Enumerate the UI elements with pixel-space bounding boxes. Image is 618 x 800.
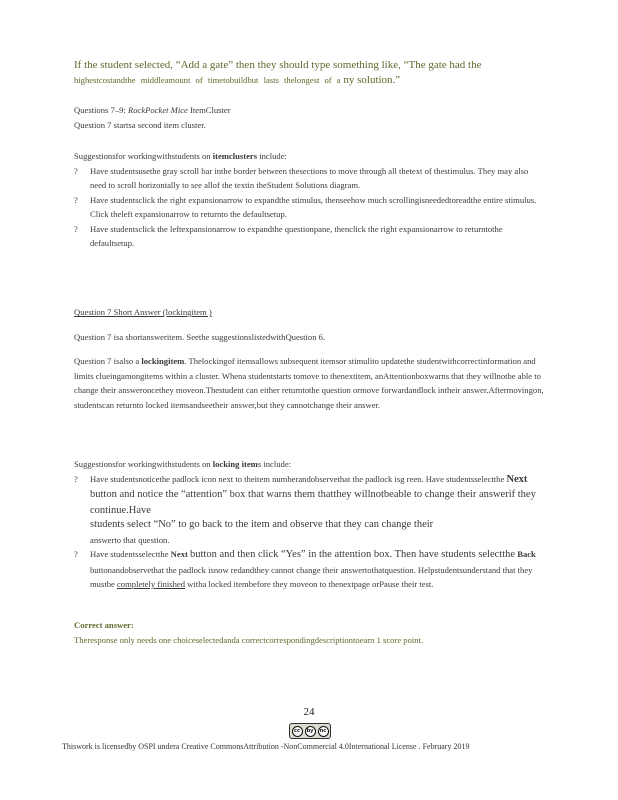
question-7-paragraph: Question 7 isalso a lockingitem. Thelockingof itemsallows subsequent itemsor stimulito updatethe studentwithcorrectinformation and limits clueingamongitems within a cluster. Whena studentstarts tomove to thenextitem, anAttentionboxwarns that they willnotbe able to change their answeroncethey moveon.Thestudent can either returntothe question ormove forwardandlock intheir answer.Aftermovingon, studentscan returnto locked itemsandseetheir answer,but they cannotchange their answer. (74, 356, 544, 410)
list-item: ? Have studentsselectthe Next button and then click “Yes” in the attention box. Then have students selectthe Back buttonandobservethat the padlock isnow redandthey cannot change their answertothatquestion. Helpstudentsunderstand that they mustbe completely finished witha locked itembefore they moveon to thenextpage orPause their test. (74, 549, 536, 589)
correct-answer-text: Theresponse only needs one choiceselectedanda correctcorrespondingdescriptiontoearn 1 score point. (74, 634, 424, 645)
intro-paragraph (74, 58, 544, 88)
cluster-line: Question 7 startsa second item cluster. (74, 119, 206, 130)
list-item: ? Have studentsnoticethe padlock icon next to theitem numberandobservethat the padlock isg reen. Have studentsselectthe Next button and notice the “attention” box that warns them thatthey willnotbeable to change their answerif they continue.Have students select “No” to go back to the item and observe that they can change their answerto that question. (74, 473, 536, 545)
suggestions-item-clusters (74, 149, 544, 251)
cluster-section (74, 103, 544, 132)
question-7-line: Question 7 isa shortansweritem. Seethe suggestionslistedwithQuestion 6. (74, 331, 326, 342)
list-item: ? Have studentsusethe gray scroll bar inthe border between thesections to move through all thetext of thestimulus. They may also need to scroll horizontally to see allof the textin theStudent Solutions diagram. (74, 165, 529, 190)
license-footer: Thiswork is licensedby OSPI undera Creative CommonsAttribution -NonCommercial 4.0International License . February 2019 (62, 742, 470, 751)
suggestions-lead: Suggestionsfor workingwithstudents on locking items include: (74, 459, 292, 469)
suggestions-locking-items (74, 457, 544, 592)
intro-line-1: If the student selected, “Add a gate” then they should type something like, “The gate had the (74, 59, 482, 71)
question-7-section (74, 305, 544, 412)
question-7-heading: Question 7 Short Answer (lockingitem ) (74, 307, 212, 317)
correct-answer-label: Correct answer: (74, 620, 134, 630)
list-item: ? Have studentsclick the leftexpansionarrow to expandthe questionpane, thenclick the right expansionarrow to returntothe defaultsetup. (74, 223, 503, 248)
correct-answer-section (74, 618, 544, 647)
suggestions-lead: Suggestionsfor workingwithstudents on itemclusters include: (74, 151, 287, 161)
intro-line-2-tail: ny solution.” (343, 74, 401, 86)
list-item: ? Have studentsclick the right expansionarrow to expandthe stimulus, thenseehow much scrollingisneededtoreadthe entire stimulus. Click theleft expansionarrow to returnto the defaultsetup. (74, 194, 537, 219)
creative-commons-badge-icon: cc by nc (289, 723, 331, 739)
page-number: 24 (303, 706, 315, 718)
intro-line-2: highestcostandthe middleamount of timetobuildbut lasts thelongest of a (74, 75, 341, 85)
cluster-heading: Questions 7–9: RockPocket Mice ItemCluster (74, 105, 231, 115)
